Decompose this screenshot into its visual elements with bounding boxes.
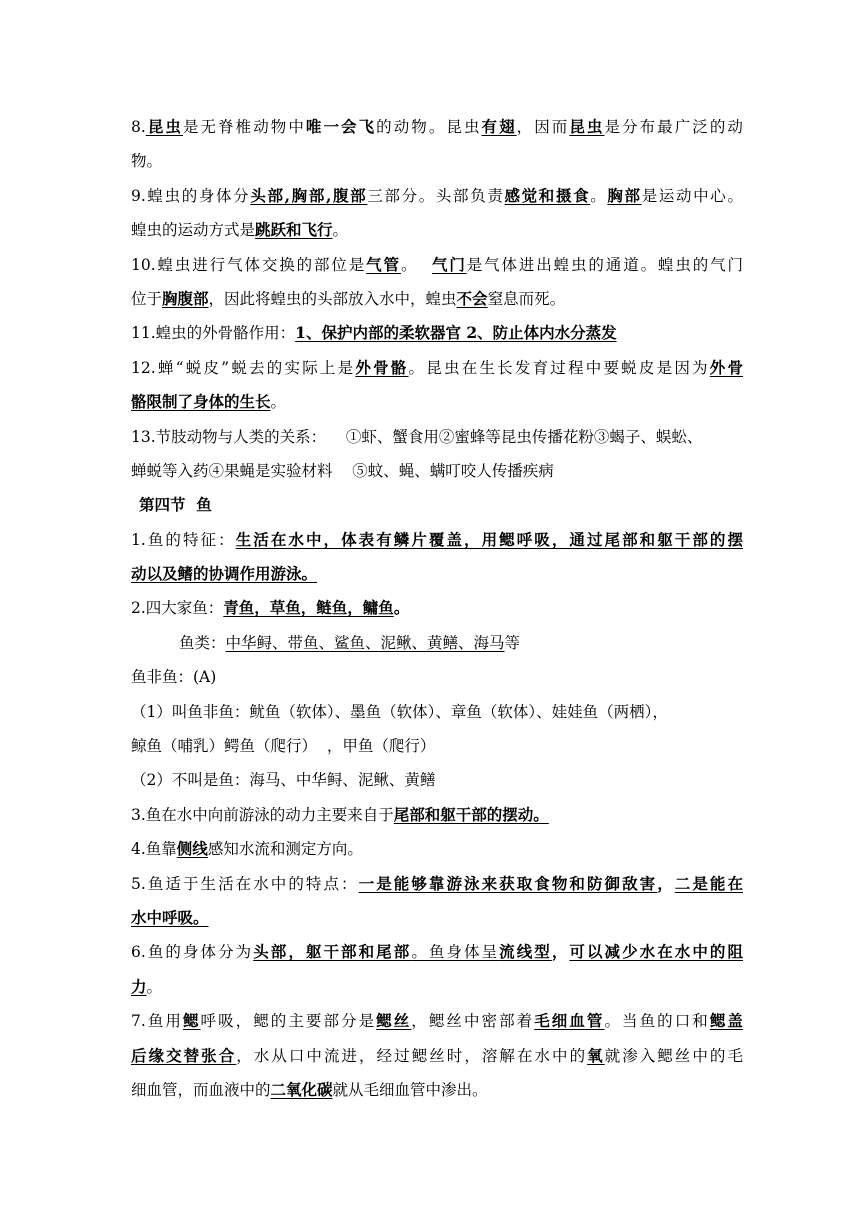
text: 8. bbox=[131, 118, 146, 136]
section-title: 第四节 鱼 bbox=[139, 495, 212, 515]
text: 是分布最广泛的动 bbox=[604, 118, 743, 136]
fish-item-1-line-1 bbox=[131, 523, 743, 557]
keyword: 胸部 bbox=[607, 185, 642, 205]
keyword: 后缘交替张合 bbox=[131, 1045, 237, 1065]
item-13-line-2 bbox=[131, 454, 743, 488]
text: 。 bbox=[590, 186, 608, 205]
text: 12.蝉“蜕皮”蜕去的实际上是 bbox=[131, 358, 356, 377]
text: 10.蝗虫进行气体交换的部位是 bbox=[131, 255, 367, 274]
keyword: 不会 bbox=[456, 288, 488, 308]
keyword: 二氧化碳 bbox=[270, 1079, 333, 1099]
item-8-line-1 bbox=[131, 110, 743, 144]
fish-types bbox=[131, 626, 743, 660]
fish-item-2 bbox=[131, 591, 743, 625]
fish-item-6-line-1 bbox=[131, 935, 743, 969]
keyword: 可以减少水在水中的阻 bbox=[569, 942, 743, 962]
keyword: 1、保护内部的柔软器官 2、防止体内水分蒸发 bbox=[295, 323, 617, 343]
keyword: 鳃丝 bbox=[376, 1011, 412, 1031]
text: 。 bbox=[270, 393, 287, 412]
text: ，因此将蝗虫的头部放入水中，蝗虫 bbox=[208, 289, 457, 308]
item-13-line-1 bbox=[131, 420, 743, 454]
keyword: 侧线 bbox=[176, 839, 208, 859]
text: 4.鱼靠 bbox=[131, 840, 177, 859]
keyword: 鳃 bbox=[182, 1011, 201, 1031]
text: 。当鱼的口和 bbox=[604, 1012, 710, 1031]
text: 7.鱼用 bbox=[131, 1012, 183, 1031]
item-12-line-1 bbox=[131, 351, 743, 385]
text: 是运动中心。 bbox=[641, 186, 743, 205]
section-heading bbox=[131, 488, 743, 522]
text: ，水从口中流进，经过鳃丝时，溶解在水中的 bbox=[236, 1046, 588, 1065]
text: 3.鱼在水中向前游泳的动力主要来自于 bbox=[131, 805, 394, 824]
keyword: 毛细血管 bbox=[534, 1011, 605, 1031]
keyword: 外骨骼 bbox=[355, 357, 409, 377]
text: 13.节肢动物与人类的关系： ①虾、蟹食用②蜜蜂等昆虫传播花粉③蝎子、蜈蚣、 bbox=[131, 427, 703, 446]
text: 鲸鱼（哺乳）鳄鱼（爬行） ，甲鱼（爬行） bbox=[131, 737, 436, 756]
keyword: 动以及鳍的协调作用游泳。 bbox=[131, 564, 318, 584]
text: 是气体进出蝗虫的通道。蝗虫的气门 bbox=[466, 255, 743, 274]
text: 就从毛细血管中渗出。 bbox=[332, 1080, 488, 1099]
text: （1）叫鱼非鱼：鱿鱼（软体）、墨鱼（软体）、章鱼（软体）、娃娃鱼（两栖）， bbox=[131, 702, 668, 721]
text: 6.鱼的身体分为 bbox=[131, 943, 254, 962]
fish-item-5-line-2 bbox=[131, 901, 743, 935]
keyword: 力 bbox=[131, 976, 147, 996]
text: 。昆虫在生长发育过程中要蜕皮是因为 bbox=[408, 358, 710, 377]
text: 三部分。头部负责 bbox=[367, 186, 505, 205]
text: 细血管，而血液中的 bbox=[131, 1080, 271, 1099]
text: 等 bbox=[504, 633, 521, 652]
fish-item-7-line-2 bbox=[131, 1039, 743, 1073]
item-8-line-2 bbox=[131, 144, 743, 178]
keyword: 昆虫 bbox=[145, 117, 183, 136]
text: 蝉蜕等入药④果蝇是实验材料 ⑤蚊、蝇、螨叮咬人传播疾病 bbox=[131, 461, 554, 480]
text: （2）不叫是鱼：海马、中华鲟、泥鳅、黄鳝 bbox=[131, 771, 436, 790]
keyword: 有翅 bbox=[481, 117, 517, 136]
text: ， bbox=[657, 873, 675, 893]
keyword: 昆虫 bbox=[569, 117, 605, 136]
text: ，鳃丝中密部着 bbox=[411, 1012, 535, 1031]
text: 9.蝗虫的身体分 bbox=[131, 186, 251, 205]
keyword: 气管 bbox=[366, 254, 401, 274]
keyword: 中华鲟、带鱼、鲨鱼、泥鳅、黄鳝、海马 bbox=[225, 633, 505, 652]
keyword: 头部,胸部,腹部 bbox=[250, 185, 368, 205]
fish-item-3 bbox=[131, 798, 743, 832]
keyword: 生活在水中，体表有鳞片覆盖，用鳃呼吸，通过尾部和躯干部的摆 bbox=[235, 529, 743, 549]
keyword: 唯一会飞 bbox=[305, 117, 377, 136]
not-fish-p1-line-1 bbox=[131, 695, 743, 729]
text: ， bbox=[551, 942, 570, 962]
item-9-line-1 bbox=[131, 179, 743, 213]
fish-item-4 bbox=[131, 832, 743, 866]
keyword: 水中呼吸。 bbox=[131, 907, 209, 927]
text: 鱼非鱼：(A) bbox=[131, 668, 217, 687]
fish-item-1-line-2 bbox=[131, 557, 743, 591]
text: 感知水流和测定方向。 bbox=[207, 840, 363, 859]
fish-item-6-line-2 bbox=[131, 970, 743, 1004]
not-fish-title bbox=[131, 660, 743, 694]
text: 。 bbox=[332, 221, 349, 240]
text: 位于 bbox=[131, 289, 163, 308]
keyword: 二是能在 bbox=[674, 873, 743, 893]
text: 呼吸，鳃的主要部分是 bbox=[200, 1012, 377, 1031]
item-9-line-2 bbox=[131, 213, 743, 247]
keyword: 骼限制了身体的生长 bbox=[131, 392, 271, 412]
text: 窒息而死。 bbox=[487, 289, 566, 308]
keyword: 一是能够靠游泳来获取食物和防御敌害 bbox=[358, 873, 658, 893]
keyword: 气门 bbox=[431, 254, 467, 274]
item-10-line-1 bbox=[131, 248, 743, 282]
text: 鱼类： bbox=[179, 633, 226, 652]
text: 就渗入鳃丝中的毛 bbox=[604, 1046, 743, 1065]
item-12-line-2 bbox=[131, 385, 743, 419]
document-body bbox=[131, 110, 743, 1107]
item-10-line-2 bbox=[131, 282, 743, 316]
not-fish-p1-line-2 bbox=[131, 729, 743, 763]
keyword: 跳跃和飞行 bbox=[255, 220, 333, 240]
item-11 bbox=[131, 316, 743, 350]
text: 蝗虫的运动方式是 bbox=[131, 221, 256, 240]
keyword: 青鱼，草鱼，鲢鱼，鳙鱼 bbox=[223, 598, 394, 618]
text: ，因而 bbox=[516, 118, 570, 136]
text: 物。 bbox=[131, 152, 163, 171]
keyword: 感觉和摄食 bbox=[504, 185, 591, 205]
keyword: 鳃盖 bbox=[709, 1011, 743, 1031]
text: 1.鱼的特征： bbox=[131, 530, 236, 549]
text: 11.蝗虫的外骨骼作用： bbox=[131, 324, 296, 343]
text: 。 bbox=[146, 977, 163, 996]
keyword: 尾部和躯干部的摆动。 bbox=[393, 804, 549, 824]
keyword: 头部，躯干部和尾部 bbox=[253, 942, 412, 962]
text: 。鱼身体呈 bbox=[411, 943, 500, 962]
text: 2.四大家鱼： bbox=[131, 599, 224, 618]
fish-item-7-line-3 bbox=[131, 1073, 743, 1107]
keyword: 流线型 bbox=[499, 942, 552, 962]
text: 。 bbox=[400, 255, 432, 274]
text: 的动物。昆虫 bbox=[376, 118, 482, 136]
keyword: 胸腹部 bbox=[162, 288, 209, 308]
not-fish-p2 bbox=[131, 763, 743, 797]
text: 。 bbox=[393, 598, 410, 618]
text: 5.鱼适于生活在水中的特点： bbox=[131, 874, 359, 893]
fish-item-7-line-1 bbox=[131, 1004, 743, 1038]
fish-item-5-line-1 bbox=[131, 867, 743, 901]
text: 是无脊椎动物中 bbox=[182, 118, 306, 136]
keyword: 外骨 bbox=[709, 357, 743, 377]
keyword: 氧 bbox=[587, 1045, 605, 1065]
